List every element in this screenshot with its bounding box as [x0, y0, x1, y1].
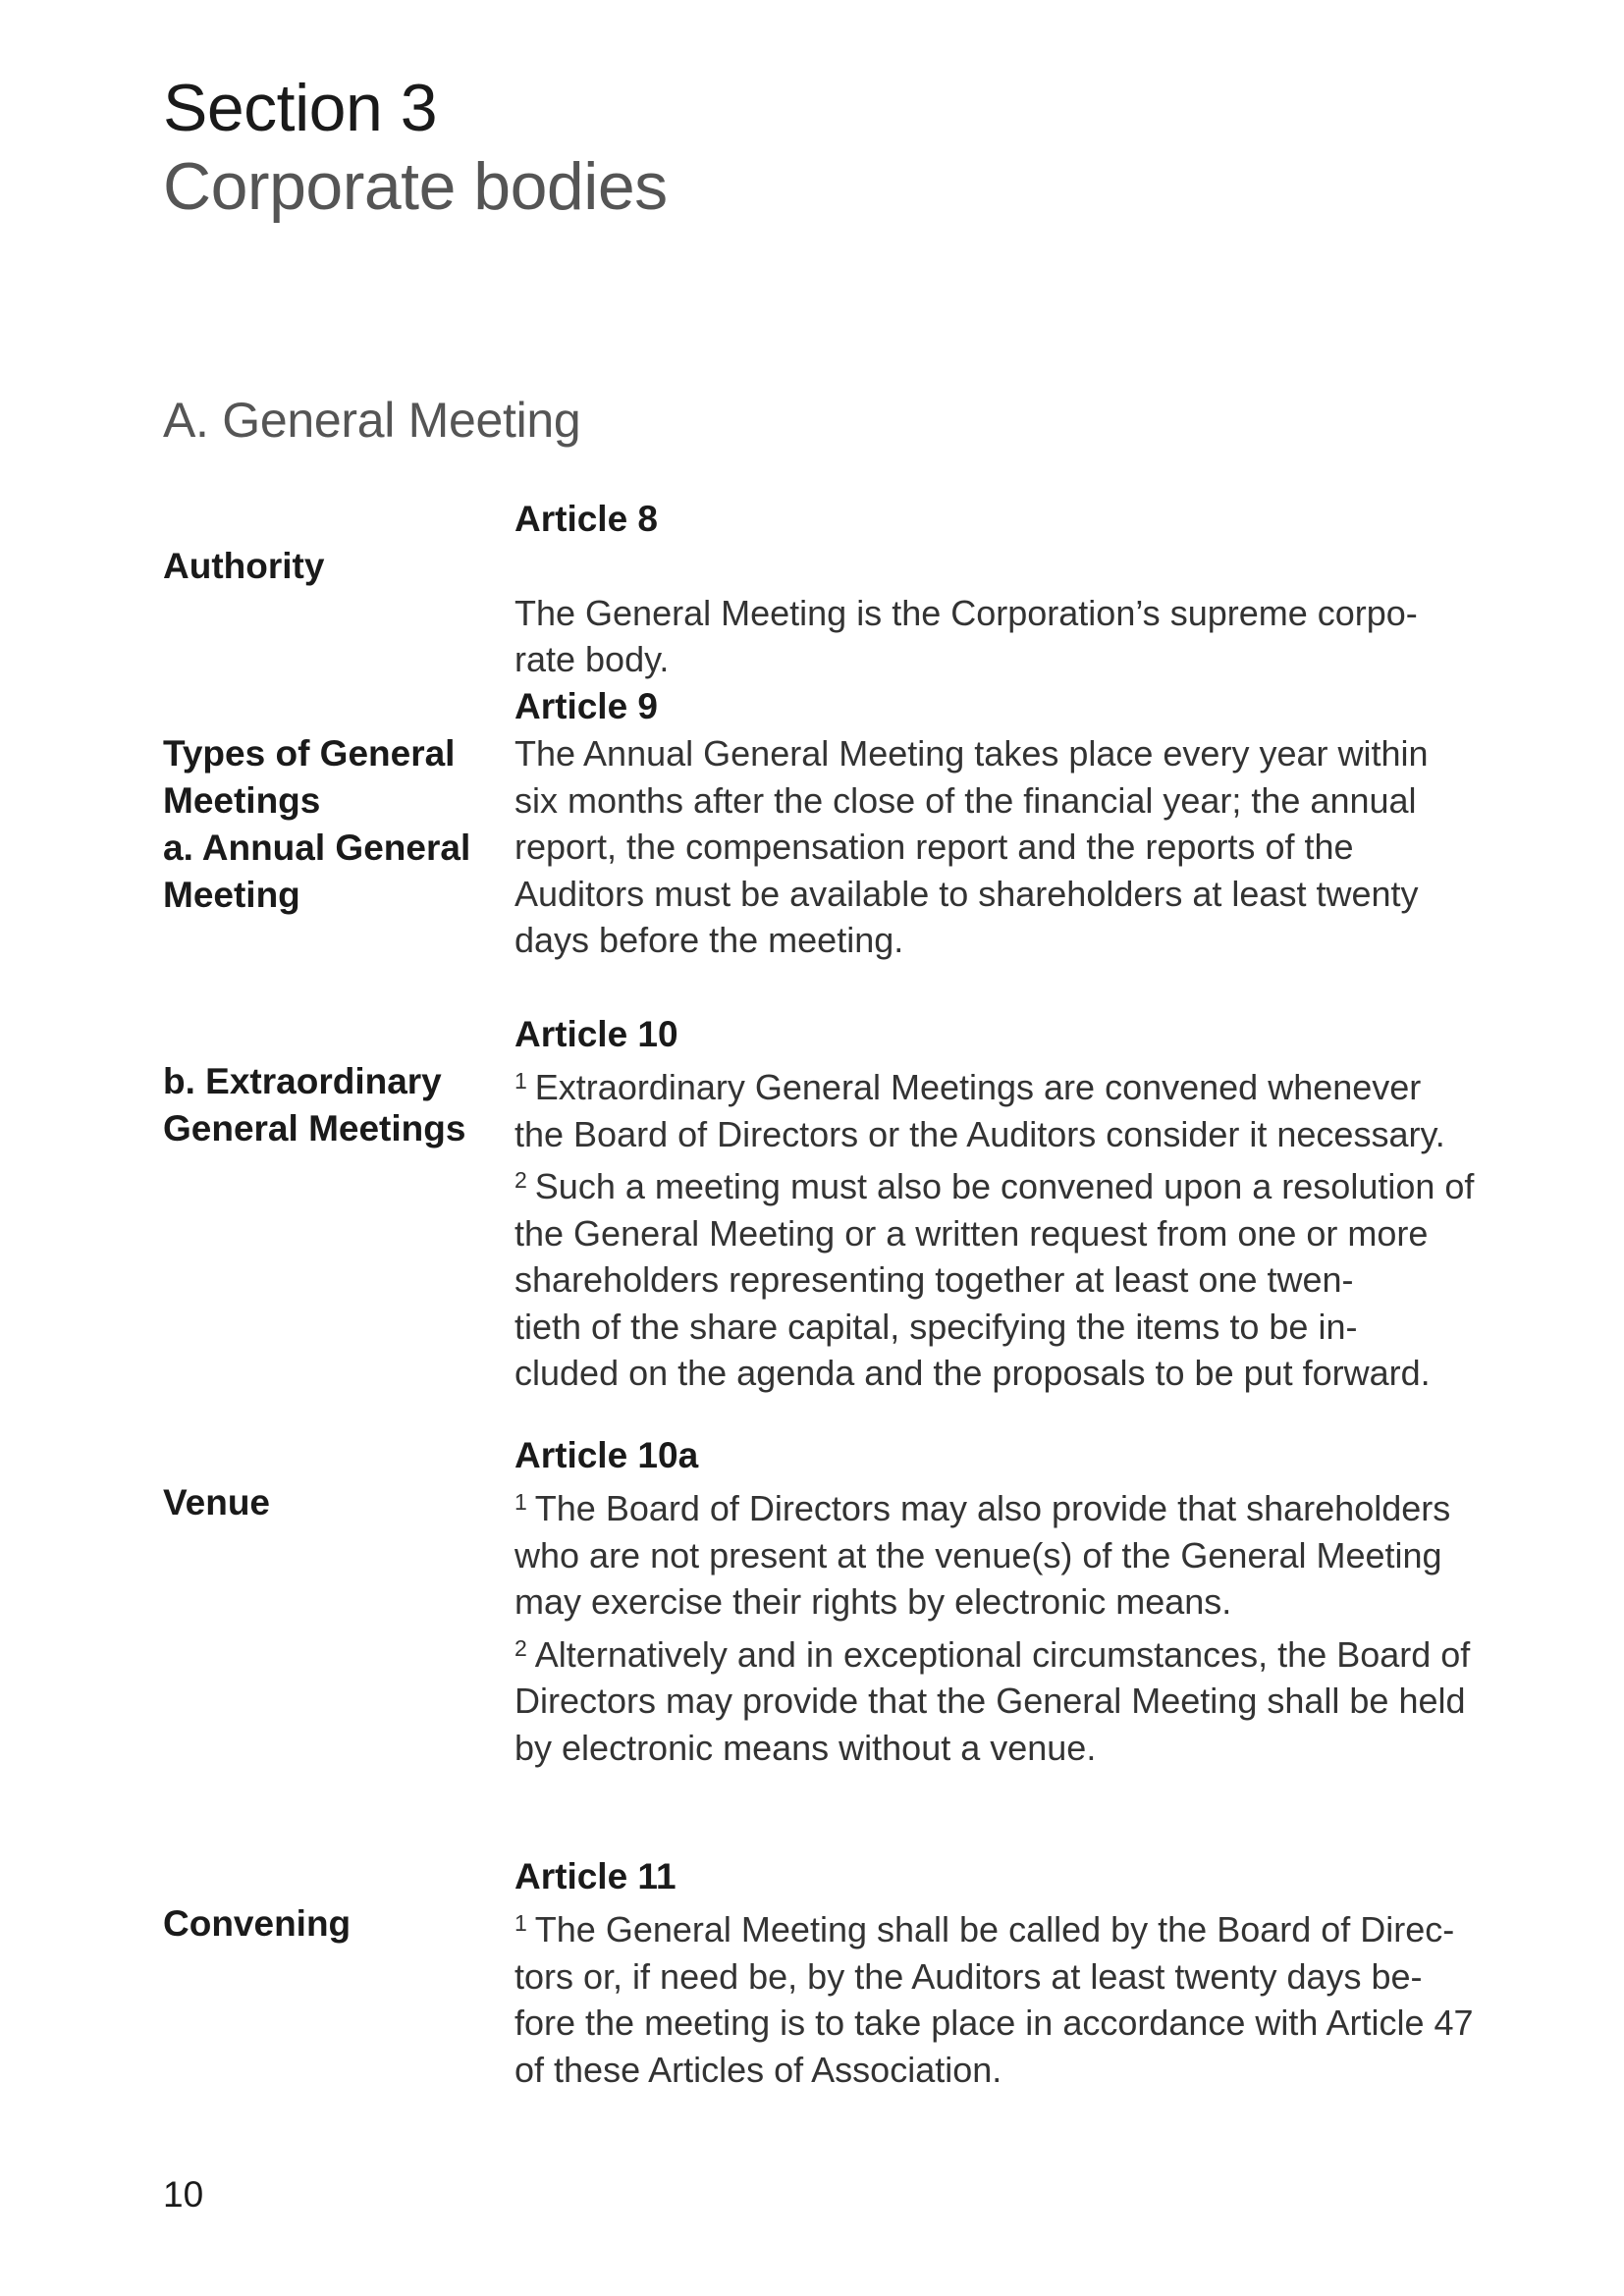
article-paragraph — [514, 1479, 1477, 1626]
paragraph-number: 1 — [514, 1910, 527, 1936]
article-number: Article 10a — [514, 1435, 699, 1475]
paragraph-text: The Board of Directors may also provide that shareholders who are not present at the venue(s) of the General Meeting may exercise their rights by electronic means. — [514, 1488, 1451, 1622]
margin-label: Convening — [163, 1903, 352, 1944]
page-number: 10 — [163, 2174, 204, 2215]
paragraph-text: Such a meeting must also be convened upon a resolution of the General Meeting or a written request from one or more shareholders representing together at least one twen- tieth of the share capital, specifying the items to be in- cluded on the agenda and the proposals to be put forward. — [514, 1166, 1475, 1393]
article-body — [514, 1853, 1477, 2093]
article-paragraph — [514, 1900, 1477, 2093]
paragraph-number: 1 — [514, 1068, 527, 1094]
paragraph-text: Extraordinary General Meetings are convened whenever the Board of Directors or the Auditors consider it necessary. — [514, 1067, 1445, 1154]
article-number: Article 8 — [514, 499, 659, 539]
article-number: Article 11 — [514, 1856, 677, 1896]
margin-label: b. Extraordinary General Meetings — [163, 1061, 466, 1148]
section-heading — [163, 69, 668, 226]
article-paragraph — [514, 1157, 1477, 1397]
article-body — [514, 1432, 1477, 1771]
section-title: Corporate bodies — [163, 149, 668, 224]
article-body — [514, 683, 1477, 964]
paragraph-text: The General Meeting shall be called by the Board of Direc- tors or, if need be, by the Auditors at least twenty days be- fore the meeting is to take place in accordance with Article 47 of these Articles of Association. — [514, 1909, 1474, 2090]
paragraph-number: 2 — [514, 1167, 527, 1193]
subsection-title: A. General Meeting — [163, 393, 581, 448]
article-paragraph — [514, 730, 1477, 964]
article-number: Article 10 — [514, 1014, 678, 1054]
margin-label: Types of General Meetings a. Annual General Meeting — [163, 733, 471, 915]
margin-label: Venue — [163, 1482, 270, 1522]
paragraph-text: Alternatively and in exceptional circumstances, the Board of Directors may provide that the General Meeting shall be held by electronic means without a venue. — [514, 1633, 1471, 1768]
paragraph-number: 1 — [514, 1489, 527, 1515]
section-number: Section 3 — [163, 71, 438, 145]
paragraph-number: 2 — [514, 1634, 527, 1661]
article-number: Article 9 — [514, 686, 659, 726]
paragraph-text: The General Meeting is the Corporation’s supreme corpo- rate body. — [514, 592, 1418, 679]
margin-label: Authority — [163, 546, 325, 586]
article-body — [514, 496, 1477, 683]
article-paragraph — [514, 543, 1477, 683]
article-paragraph — [514, 1058, 1477, 1157]
article-body — [514, 1011, 1477, 1397]
paragraph-text: The Annual General Meeting takes place every year within six months after the close of the financial year; the annual report, the compensation report and the reports of the Auditors must be available to shareholders at least twenty days before the meeting. — [514, 733, 1429, 960]
article-paragraph — [514, 1626, 1477, 1772]
